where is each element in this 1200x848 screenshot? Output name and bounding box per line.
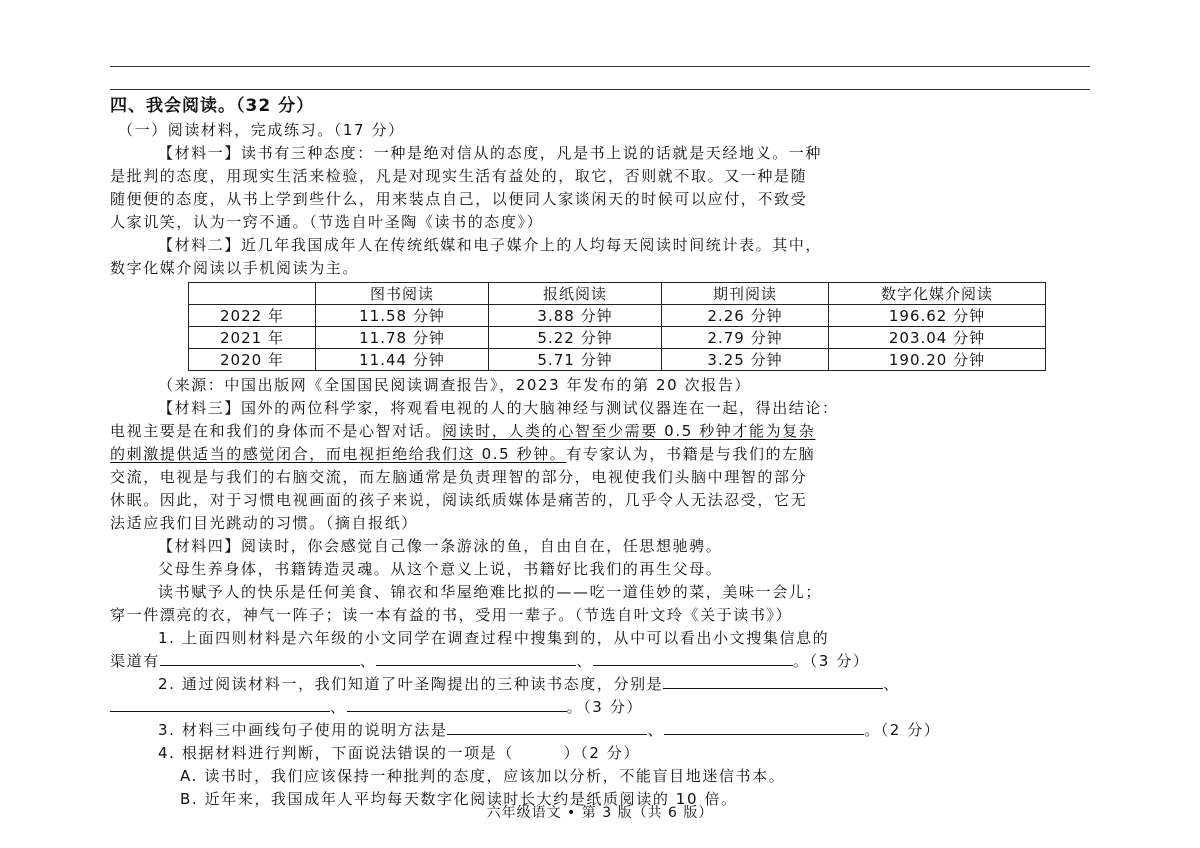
separator: 、	[359, 652, 377, 670]
material1-line: 随便便的态度，从书上学到些什么，用来装点自己，以便同人家谈闲天的时候可以应付，不致受	[110, 190, 808, 208]
separator: 、	[330, 698, 347, 716]
table-header: 报纸阅读	[489, 283, 662, 305]
material1-line: 【材料一】读书有三种态度：一种是绝对信从的态度，凡是书上说的话就是天经地义。一种	[158, 144, 823, 162]
material3-line	[110, 420, 1092, 443]
answer-blank[interactable]	[447, 719, 647, 735]
score-note: 。（3 分）	[793, 652, 870, 670]
material2-line: 数字化媒介阅读以手机阅读为主。	[110, 259, 360, 277]
material4-line: 读书赋予人的快乐是任何美食、锦衣和华屋绝难比拟的——吃一道佳妙的菜，美味一会儿；	[158, 583, 823, 601]
section-title: 四、我会阅读。（32 分）	[110, 96, 315, 116]
material4-line: 穿一件漂亮的衣，神气一阵子；读一本有益的书，受用一辈子。（节选自叶文玲《关于读书》）	[110, 606, 793, 624]
top-rule	[110, 66, 1090, 67]
table-cell: 203.04 分钟	[829, 327, 1046, 349]
question-text: 渠道有	[110, 652, 160, 670]
table-header-row	[189, 283, 1046, 305]
table-cell: 2021 年	[189, 327, 316, 349]
material2-line: 【材料二】近几年我国成年人在传统纸媒和电子媒介上的人均每天阅读时间统计表。其中，	[158, 236, 823, 254]
score-note: 。（2 分）	[864, 721, 941, 739]
table-cell: 5.22 分钟	[489, 327, 662, 349]
material3-text: 有专家认为，书籍是与我们的左脑	[566, 445, 816, 463]
table-row	[189, 327, 1046, 349]
table-row	[189, 349, 1046, 371]
reading-time-table	[188, 282, 1046, 371]
table-cell: 2.79 分钟	[662, 327, 829, 349]
table-cell: 196.62 分钟	[829, 305, 1046, 327]
question-1: 1. 上面四则材料是六年级的小文同学在调查过程中搜集到的，从中可以看出小文搜集信息的	[158, 629, 830, 647]
answer-blank[interactable]	[663, 673, 883, 689]
option-b: B. 近年来，我国成年人平均每天数字化阅读时长大约是纸质阅读的 10 倍。	[180, 790, 738, 808]
underlined-sentence: 的刺激提供适当的感觉闭合，而电视拒绝给我们这 0.5 秒钟。	[110, 445, 567, 463]
page-content	[110, 94, 1092, 811]
question-text: 3. 材料三中画线句子使用的说明方法是	[158, 721, 448, 739]
material1-line: 人家讥笑，认为一窍不通。（节选自叶圣陶《读书的态度》）	[110, 213, 544, 231]
table-cell: 2.26 分钟	[662, 305, 829, 327]
option-a: A. 读书时，我们应该保持一种批判的态度，应该加以分析，不能盲目地迷信书本。	[180, 767, 786, 785]
answer-blank[interactable]	[160, 650, 360, 666]
underlined-sentence: 阅读时，人类的心智至少需要 0.5 秒钟才能为复杂	[442, 422, 816, 440]
table-cell: 11.44 分钟	[316, 349, 489, 371]
answer-blank[interactable]	[110, 696, 330, 712]
table-cell: 11.58 分钟	[316, 305, 489, 327]
table-cell: 3.88 分钟	[489, 305, 662, 327]
material3-line: 交流，电视是与我们的右脑交流，而左脑通常是负责理智的部分，电视使我们头脑中理智的部分	[110, 468, 808, 486]
answer-blank[interactable]	[593, 650, 793, 666]
material3-line: 休眠。因此，对于习惯电视画面的孩子来说，阅读纸质媒体是痛苦的，几乎令人无法忍受，它无	[110, 491, 808, 509]
question-text: 2. 通过阅读材料一，我们知道了叶圣陶提出的三种读书态度，分别是	[158, 675, 664, 693]
table-cell: 2020 年	[189, 349, 316, 371]
answer-blank[interactable]	[664, 719, 864, 735]
table-header	[189, 283, 316, 305]
separator: 、	[576, 652, 594, 670]
separator: 、	[883, 675, 900, 693]
score-note: 。（3 分）	[566, 698, 644, 716]
material1-line: 是批判的态度，用现实生活来检验，凡是对现实生活有益处的，取它，否则就不取。又一种是随	[110, 167, 808, 185]
table-cell: 2022 年	[189, 305, 316, 327]
material3-line: 【材料三】国外的两位科学家，将观看电视的人的大脑神经与测试仪器连在一起，得出结论：	[158, 399, 839, 417]
material4-line: 父母生养身体，书籍铸造灵魂。从这个意义上说，书籍好比我们的再生父母。	[158, 560, 723, 578]
table-cell: 5.71 分钟	[489, 349, 662, 371]
answer-rule	[110, 89, 1090, 90]
separator: 、	[647, 721, 665, 739]
table-source: （来源：中国出版网《全国国民阅读调查报告》，2023 年发布的第 20 次报告）	[158, 376, 752, 394]
table-header: 数字化媒介阅读	[829, 283, 1046, 305]
table-cell: 3.25 分钟	[662, 349, 829, 371]
answer-blank[interactable]	[347, 696, 567, 712]
table-cell: 190.20 分钟	[829, 349, 1046, 371]
material3-text: 电视主要是在和我们的身体而不是心智对话。	[110, 422, 443, 440]
question-2	[110, 673, 1092, 696]
question-1-answer	[110, 650, 1092, 673]
table-row	[189, 305, 1046, 327]
question-3	[110, 719, 1092, 742]
material3-line: 法适应我们目光跳动的习惯。（摘自报纸）	[110, 514, 418, 532]
table-header: 图书阅读	[316, 283, 489, 305]
material3-line	[110, 443, 1092, 466]
answer-blank[interactable]	[376, 650, 576, 666]
table-cell: 11.78 分钟	[316, 327, 489, 349]
material4-line: 【材料四】阅读时，你会感觉自己像一条游泳的鱼，自由自在，任思想驰骋。	[158, 537, 723, 555]
page-footer: 六年级语文 • 第 3 版（共 6 版）	[486, 805, 714, 821]
table-header: 期刊阅读	[662, 283, 829, 305]
question-2-answer	[110, 696, 1092, 719]
question-4: 4. 根据材料进行判断，下面说法错误的一项是（ ）（2 分）	[158, 744, 641, 762]
part-heading: （一）阅读材料，完成练习。（17 分）	[118, 121, 405, 139]
